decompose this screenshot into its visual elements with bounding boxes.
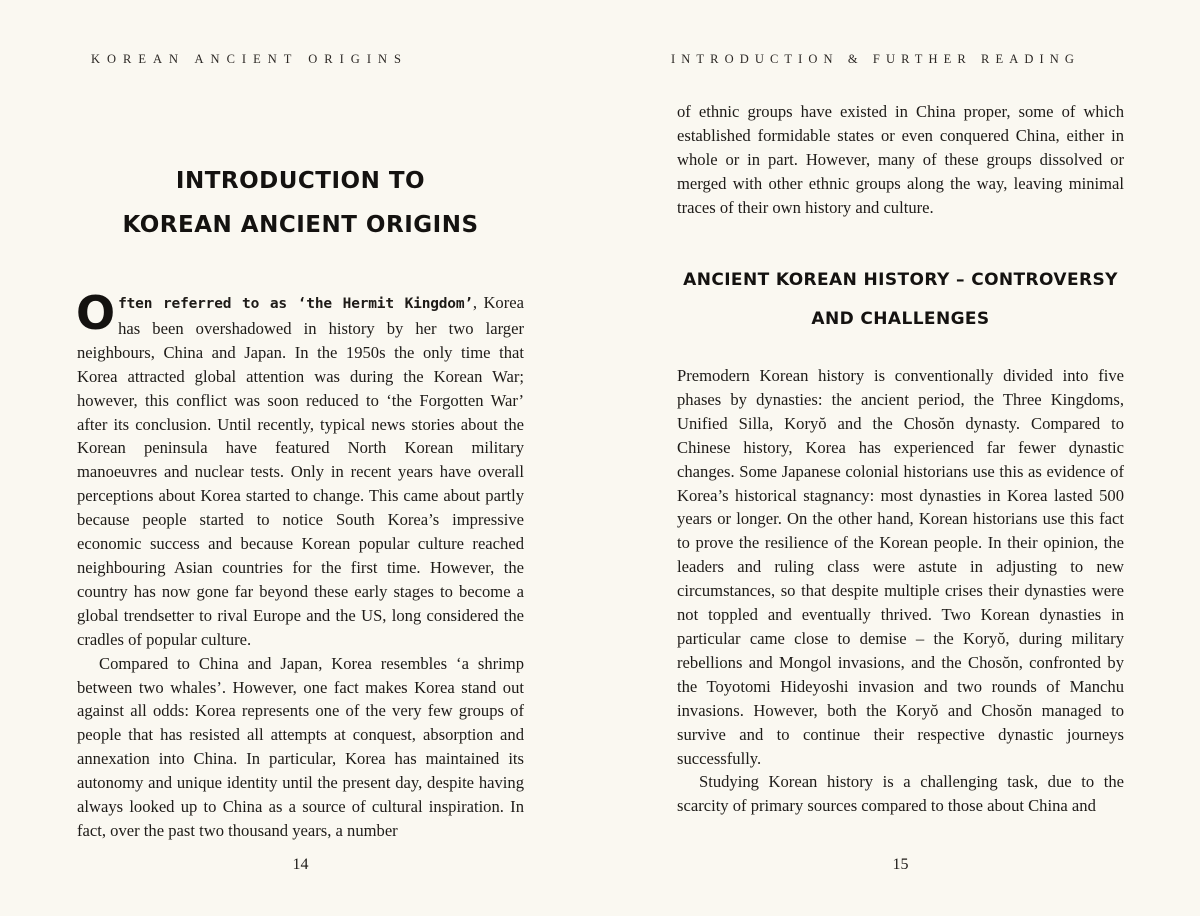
chapter-title	[77, 159, 524, 247]
page-number-left: 14	[292, 856, 309, 873]
right-body-text-continued	[677, 100, 1124, 220]
left-body-text	[76, 286, 524, 843]
section-heading-line-1: ANCIENT KOREAN HISTORY – CONTROVERSY	[683, 270, 1118, 290]
drop-cap: O	[76, 286, 116, 340]
paragraph	[76, 286, 524, 652]
section-heading-line-2: AND CHALLENGES	[811, 309, 990, 329]
section-heading	[677, 261, 1124, 339]
running-head-right: INTRODUCTION & FURTHER READING	[671, 52, 1080, 66]
left-page	[77, 0, 524, 916]
paragraph: of ethnic groups have existed in China proper, some of which established formidable states or even conquered China, either in whole or in part. However, many of these groups dissolved or merged with other ethnic groups along the way, leaving minimal traces of their own history and culture.	[677, 102, 1124, 217]
paragraph: Premodern Korean history is conventionally divided into five phases by dynasties: the ancient period, the Three Kingdoms, Unified Silla, Koryŏ and the Chosŏn dynasty. Compared to Chinese history, Korea has experienced far fewer dynastic changes. Some Japanese colonial historians use this as evidence of Korea’s historical stagnancy: most dynasties in Korea lasted 500 years or longer. On the other hand, Korean historians use this fact to prove the resilience of the Korean people. In their opinion, the leaders and ruling class were astute in adjusting to new circumstances, so that despite multiple crises their dynasties were not toppled and eventually thrived. Two Korean dynasties in particular came close to demise – the Koryŏ, during military rebellions and Mongol invasions, and the Chosŏn, confronted by the Toyotomi Hideyoshi invasion and two rounds of Manchu invasions. However, both the Koryŏ and Chosŏn managed to survive and to continue their respective dynastic journeys successfully.	[677, 366, 1124, 768]
lead-in-text: ften referred to as ‘the Hermit Kingdom’	[118, 296, 473, 312]
right-body-text	[677, 364, 1124, 818]
page-number-right: 15	[892, 856, 909, 873]
paragraph: Compared to China and Japan, Korea resembles ‘a shrimp between two whales’. However, one fact makes Korea stand out against all odds: Korea represents one of the very few groups of people that has resisted all attempts at conquest, absorption and annexation into China. In particular, Korea has maintained its autonomy and unique identity until the present day, despite having always looked up to China as a source of cultural inspiration. In fact, over the past two thousand years, a number	[77, 653, 524, 840]
chapter-title-line-2: KOREAN ANCIENT ORIGINS	[122, 212, 479, 238]
paragraph: Studying Korean history is a challenging task, due to the scarcity of primary sources compared to those about China and	[677, 772, 1124, 816]
right-page	[671, 0, 1124, 916]
running-head-left: KOREAN ANCIENT ORIGINS	[91, 52, 408, 66]
paragraph-text: , Korea has been overshadowed in history by her two larger neighbours, China and Japan. In the 1950s the only time that Korea attracted global attention was during the Korean War; however, this conflict was soon reduced to ‘the Forgotten War’ after its conclusion. Until recently, typical news stories about the Korean peninsula have featured North Korean military manoeuvres and nuclear tests. Only in recent years have overall perceptions about Korea started to change. This came about partly because people started to notice South Korea’s impressive economic success and because Korean popular culture reached neighbouring Asian countries for the first time. However, the country has now gone far beyond these early stages to become a global trendsetter to rival Europe and the US, long considered the cradles of popular culture.	[77, 293, 524, 649]
chapter-title-line-1: INTRODUCTION TO	[175, 168, 426, 194]
